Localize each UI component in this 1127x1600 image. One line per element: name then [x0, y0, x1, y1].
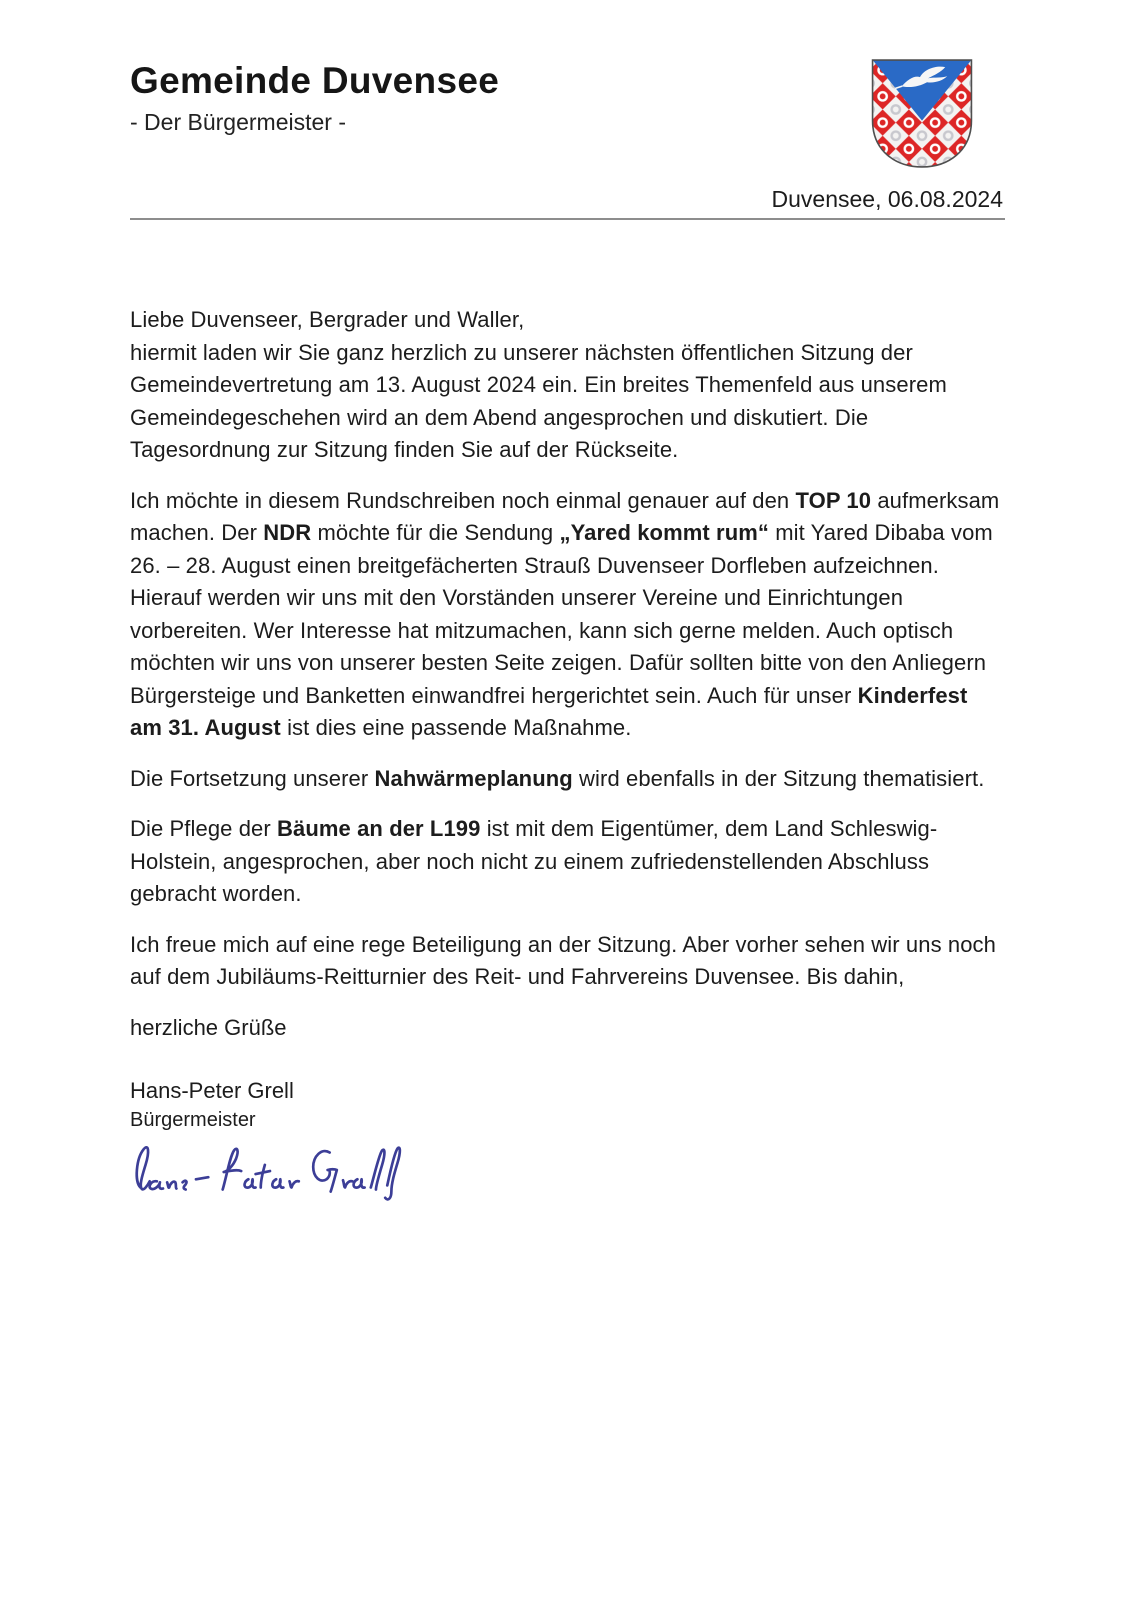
signer-role: Bürgermeister	[130, 1109, 256, 1131]
bold-run: NDR	[263, 520, 312, 545]
paragraph	[130, 337, 1005, 467]
letter-paragraphs	[130, 337, 1005, 994]
paragraph	[130, 813, 1005, 911]
paragraph	[130, 929, 1005, 994]
text-run: ist dies eine passende Maßnahme.	[280, 715, 632, 740]
signer-name: Hans-Peter Grell	[130, 1078, 294, 1103]
text-run: möchte für die Sendung	[311, 520, 560, 545]
text-run: mit Yared Dibaba vom 26. – 28. August einen breitgefächerten Strauß Duvenseer Dorfleben aufzeichnen. Hierauf werden wir uns mit den Vorständen unserer Vereine und Einrichtungen vorbereiten. Wer Interesse hat mitzumachen, kann sich gerne melden. Auch optisch möchten wir uns von unserer besten Seite zeigen. Dafür sollten bitte von den Anliegern Bürgersteige und Banketten einwandfrei hergerichtet sein. Auch für unser	[130, 520, 993, 708]
handwritten-signature	[126, 1134, 414, 1206]
closing-line: herzliche Grüße	[130, 1014, 287, 1040]
bold-run: Bäume an der L199	[277, 816, 481, 841]
letter-content	[130, 0, 1005, 1206]
text-run: ist mit dem Eigentümer, dem Land Schleswig-Holstein, angesprochen, aber noch nicht zu einem zufriedenstellenden Abschluss gebracht worden.	[130, 816, 938, 906]
letter-body	[130, 304, 1005, 1206]
paragraph	[130, 763, 1005, 796]
bold-run: Nahwärmeplanung	[374, 765, 573, 791]
page-title: Gemeinde Duvensee	[130, 60, 500, 101]
text-run: wird ebenfalls in der Sitzung thematisiert.	[572, 765, 985, 791]
bold-run: „Yared kommt rum“	[559, 520, 770, 545]
text-run: aufmerksam machen. Der	[130, 487, 1000, 545]
bold-run: Kinderfest am 31. August	[130, 682, 968, 740]
paragraph	[130, 485, 1005, 745]
text-run: Die Fortsetzung unserer	[130, 765, 375, 791]
text-run: Die Pflege der	[130, 816, 278, 841]
horizontal-rule	[130, 218, 1005, 220]
text-run: hiermit laden wir Sie ganz herzlich zu unserer nächsten öffentlichen Sitzung der Gemeindevertretung am 13. August 2024 ein. Ein breites Themenfeld aus unserem Gemeindegeschehen wird an dem Abend angesprochen und diskutiert. Die Tagesordnung zur Sitzung finden Sie auf der Rückseite.	[130, 339, 947, 462]
text-run: Ich freue mich auf eine rege Beteiligung an der Sitzung. Aber vorher sehen wir uns noch auf dem Jubiläums-Reitturnier des Reit- und Fahrvereins Duvensee. Bis dahin,	[130, 931, 996, 989]
dateline: Duvensee, 06.08.2024	[771, 186, 1003, 212]
text-run: Ich möchte in diesem Rundschreiben noch einmal genauer auf den	[130, 487, 796, 513]
bold-run: TOP 10	[795, 487, 872, 513]
letterhead-subtitle: - Der Bürgermeister -	[130, 109, 346, 135]
salutation: Liebe Duvenseer, Bergrader und Waller,	[130, 307, 525, 332]
